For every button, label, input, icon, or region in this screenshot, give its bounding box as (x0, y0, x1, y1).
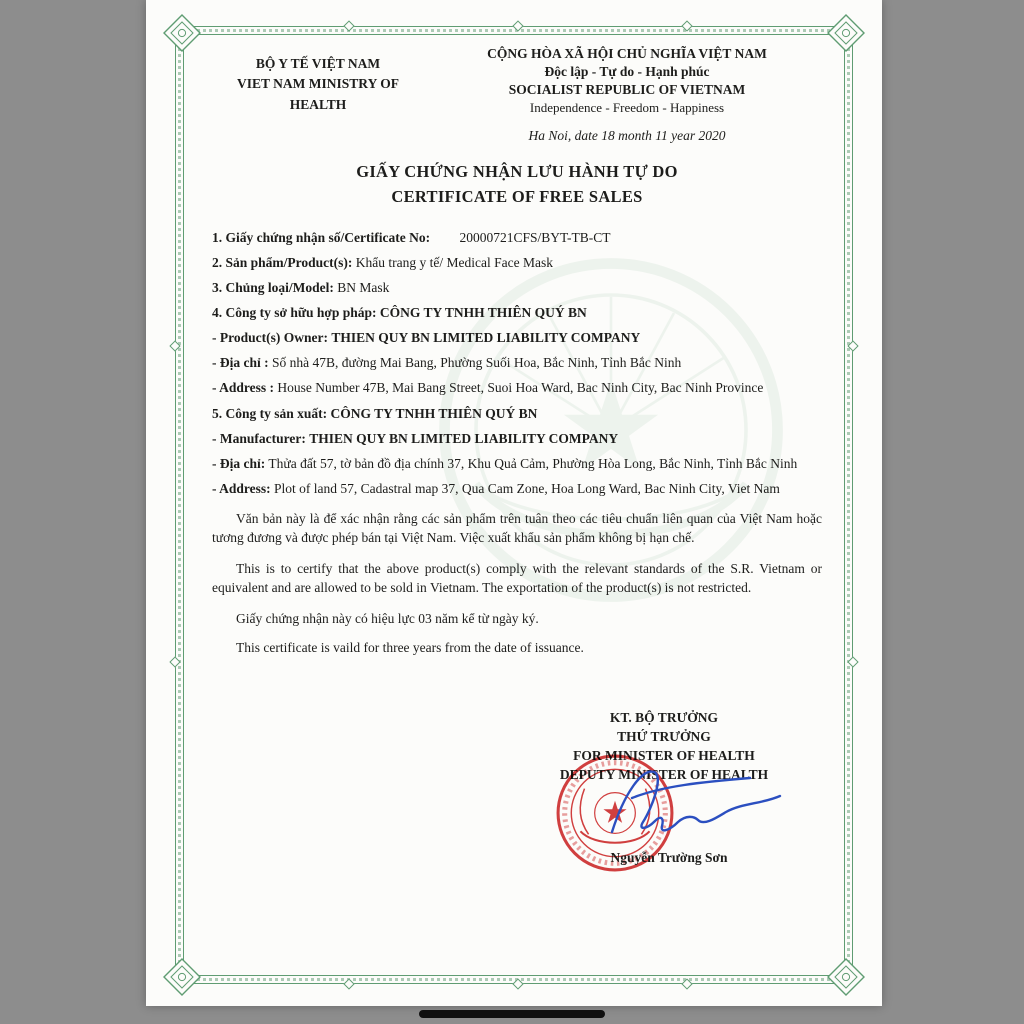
signatory-title-vi-2: THỨ TRƯỞNG (617, 729, 711, 745)
frame-ornament-icon (169, 341, 180, 352)
field-label: 5. Công ty sản xuất: (212, 405, 328, 421)
frame-corner-ornament-icon (160, 955, 204, 999)
frame-corner-ornament-icon (824, 11, 868, 55)
field-manufacturer-vi (212, 404, 822, 423)
country-name-en: SOCIALIST REPUBLIC OF VIETNAM (508, 82, 746, 97)
document-title (212, 160, 822, 210)
motto-en: Independence - Freedom - Happiness (529, 100, 725, 115)
validity-line-en: This certificate is vaild for three years from the date of issuance. (236, 639, 584, 655)
frame-ornament-icon (681, 978, 692, 989)
statement-paragraph-en: This is to certify that the above product(s) comply with the relevant standards of the S.R. Vietnam or equivalent and are allowed to be sold in Vietnam. The exportation of the product(s) is not restricted. (212, 561, 822, 595)
frame-ornament-icon (512, 20, 523, 31)
issuer-name-en-line2: HEALTH (289, 96, 347, 112)
field-value: CÔNG TY TNHH THIÊN QUÝ BN (379, 304, 587, 320)
issuer-block (212, 46, 424, 144)
field-label: - Address : (212, 380, 275, 396)
frame-corner-ornament-icon (160, 11, 204, 55)
field-manufacturer-address-vi (212, 454, 822, 473)
signer-name: Nguyễn Trường Sơn (610, 850, 728, 865)
frame-ornament-icon (512, 978, 523, 989)
field-label: - Địa chỉ : (212, 355, 269, 371)
frame-ornament-icon (847, 656, 858, 667)
field-label: - Địa chỉ: (212, 455, 266, 471)
title-en: CERTIFICATE OF FREE SALES (391, 186, 643, 206)
field-value: THIEN QUY BN LIMITED LIABILITY COMPANY (309, 430, 619, 446)
field-label: - Address: (212, 481, 271, 497)
field-certificate-number (212, 228, 822, 247)
field-label: 3. Chủng loại/Model: (212, 279, 334, 295)
title-vi: GIẤY CHỨNG NHẬN LƯU HÀNH TỰ DO (356, 162, 678, 181)
statement-paragraph-vi: Văn bản này là để xác nhận rằng các sản phẩm trên tuân theo các tiêu chuẩn liên quan của Việt Nam hoặc tương đương và được phép bán tại Việt Nam. Việc xuất khẩu sản phẩm không bị hạn chế. (212, 511, 822, 546)
frame-corner-ornament-icon (824, 955, 868, 999)
field-label: 1. Giấy chứng nhận số/Certificate No: (212, 229, 431, 245)
field-value: THIEN QUY BN LIMITED LIABILITY COMPANY (331, 330, 641, 346)
signatory-title-en-1: FOR MINISTER OF HEALTH (573, 748, 755, 764)
signature-ink-icon (598, 760, 790, 850)
signatory-title-en-2: DEPUTY MINISTER OF HEALTH (559, 767, 769, 783)
field-value: Thửa đất 57, tờ bản đồ địa chính 37, Khu Quả Cảm, Phường Hòa Long, Bắc Ninh, Tỉnh Bắc Ninh (268, 455, 798, 471)
certificate-content (212, 46, 822, 656)
field-value: Số nhà 47B, đường Mai Bang, Phường Suối Hoa, Bắc Ninh, Tỉnh Bắc Ninh (272, 355, 682, 371)
field-owner-vi (212, 303, 822, 322)
field-manufacturer-address-en (212, 479, 822, 498)
motto-vi: Độc lập - Tự do - Hạnh phúc (544, 64, 710, 79)
field-value: BN Mask (337, 279, 390, 295)
field-model (212, 278, 822, 297)
field-manufacturer-en (212, 429, 822, 448)
field-label: - Manufacturer: (212, 430, 306, 446)
issuer-name-vi: BỘ Y TẾ VIỆT NAM (255, 56, 381, 71)
country-name-vi: CỘNG HÒA XÃ HỘI CHỦ NGHĨA VIỆT NAM (487, 46, 767, 61)
field-label: - Product(s) Owner: (212, 330, 328, 346)
frame-ornament-icon (343, 20, 354, 31)
field-value: CÔNG TY TNHH THIÊN QUÝ BN (330, 405, 538, 421)
field-product (212, 253, 822, 272)
field-label: 4. Công ty sở hữu hợp pháp: (212, 304, 377, 320)
frame-ornament-icon (681, 20, 692, 31)
field-value: House Number 47B, Mai Bang Street, Suoi Hoa Ward, Bac Ninh City, Bac Ninh Province (277, 380, 764, 396)
field-owner-address-en (212, 378, 822, 397)
field-owner-address-vi (212, 353, 822, 372)
field-owner-en (212, 328, 822, 347)
home-indicator-bar (419, 1010, 605, 1018)
frame-ornament-icon (169, 656, 180, 667)
frame-ornament-icon (847, 341, 858, 352)
field-value: Khẩu trang y tế/ Medical Face Mask (355, 254, 553, 270)
field-label: 2. Sản phẩm/Product(s): (212, 254, 353, 270)
certificate-fields (212, 228, 822, 499)
certificate-page (146, 0, 882, 1006)
field-value: Plot of land 57, Cadastral map 37, Qua Cam Zone, Hoa Long Ward, Bac Ninh City, Viet Nam (274, 481, 780, 497)
validity-line-vi: Giấy chứng nhận này có hiệu lực 03 năm kể từ ngày ký. (236, 610, 539, 626)
issuer-name-en-line1: VIET NAM MINISTRY OF (237, 76, 399, 92)
field-value: 20000721CFS/BYT-TB-CT (459, 229, 611, 245)
document-header (212, 46, 822, 144)
signatory-title-vi-1: KT. BỘ TRƯỞNG (609, 710, 719, 725)
issue-date-line: Ha Noi, date 18 month 11 year 2020 (528, 128, 726, 143)
national-motto-block (432, 46, 822, 144)
frame-ornament-icon (343, 978, 354, 989)
